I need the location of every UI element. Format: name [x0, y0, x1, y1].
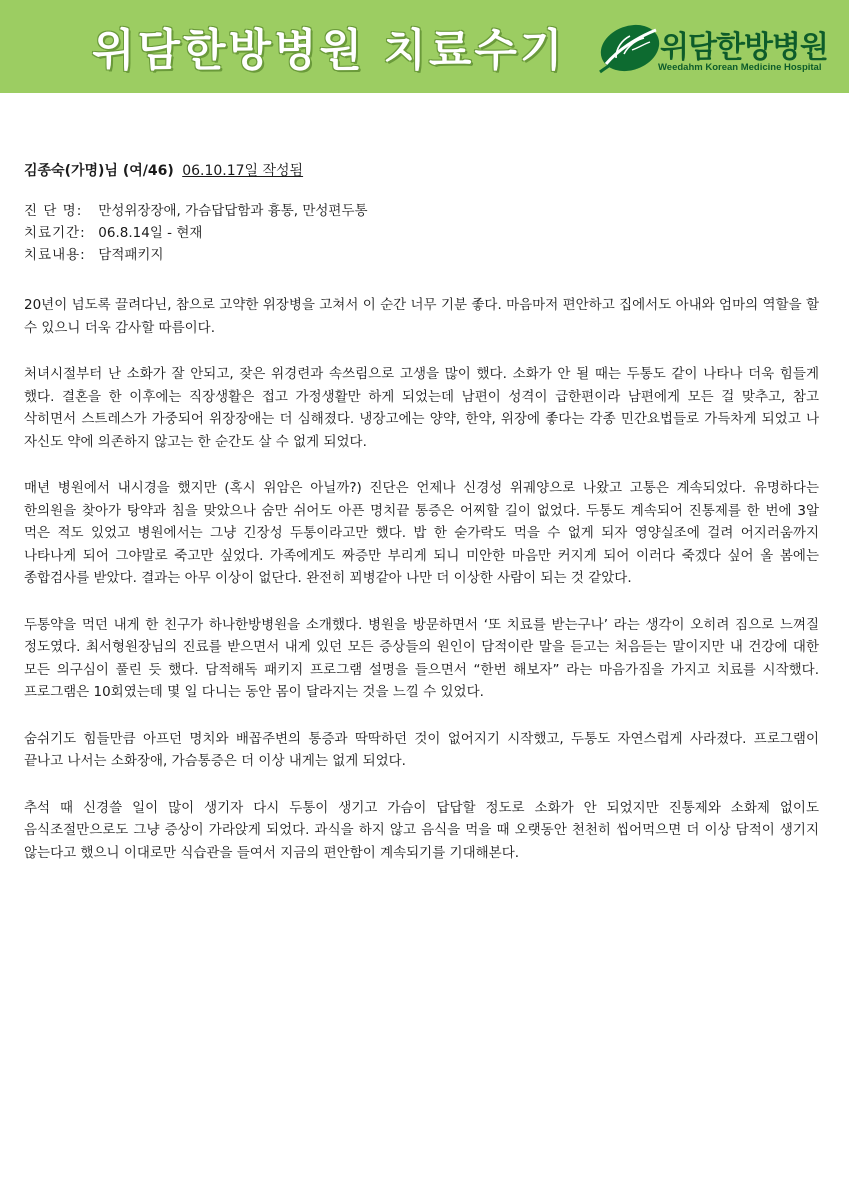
logo-subtitle: Weedahm Korean Medicine Hospital — [658, 62, 822, 73]
leaf-logo-icon — [596, 20, 662, 76]
article — [24, 160, 819, 888]
logo-name: 위담한방병원 — [660, 30, 828, 65]
info-row-period — [24, 222, 819, 244]
info-row-treatment — [24, 244, 819, 266]
info-value: 만성위장장애, 가슴답답함과 흉통, 만성편두통 — [98, 203, 368, 219]
header-banner — [0, 0, 849, 93]
treatment-info — [24, 200, 819, 266]
info-label: 진 단 명: — [24, 203, 83, 219]
info-row-diagnosis — [24, 200, 819, 222]
body-paragraph: 처녀시절부터 난 소화가 잘 안되고, 잦은 위경련과 속쓰림으로 고생을 많이 했다. 소화가 안 될 때는 두통도 같이 나타나 더욱 힘들게 했다. 결혼을 한 이후에는 직장생활은 접고 가정생활만 하게 되었는데 남편이 성격이 급한편이라 남편에게 모든 걸 맞추고, 참고 삭히면서 스트레스가 가중되어 위장장애는 더 심해졌다. 냉장고에는 양약, 한약, 위장에 좋다는 각종 민간요법들로 가득차게 되었고 나 자신도 약에 의존하지 않고는 한 순간도 살 수 없게 되었다. — [24, 366, 819, 450]
body-paragraph: 두통약을 먹던 내게 한 친구가 하나한방병원을 소개했다. 병원을 방문하면서 ‘또 치료를 받는구나’ 라는 생각이 오히려 짐으로 느껴질 정도였다. 최서형원장님의 진료를 받으면서 내게 있던 모든 증상들의 원인이 담적이란 말을 듣고는 처음듣는 말이지만 내 건강에 대한 모든 의구심이 풀린 듯 했다. 담적해독 패키지 프로그램 설명을 들으면서 “한번 해보자” 라는 마음가짐을 가지고 치료를 시작했다. 프로그램은 10회였는데 몇 일 다니는 동안 몸이 달라지는 것을 느낄 수 있었다. — [24, 616, 819, 700]
article-headline — [24, 160, 819, 182]
info-value: 담적패키지 — [98, 247, 164, 263]
body-paragraph: 매년 병원에서 내시경을 했지만 (혹시 위암은 아닐까?) 진단은 언제나 신경성 위궤양으로 나왔고 고통은 계속되었다. 유명하다는 한의원을 찾아가 탕약과 침을 맞았으나 숨만 쉬어도 아픈 명치끝 통증은 어찌할 길이 없었다. 두통도 계속되어 진통제를 한 번에 3알 먹은 적도 있었고 병원에서는 그냥 긴장성 두통이라고만 했다. 밥 한 숟가락도 먹을 수 없게 되자 영양실조에 걸려 어지러움까지 나타나게 되어 그야말로 죽고만 싶었다. 가족에게도 짜증만 부리게 되니 미안한 마음만 커지게 되어 이러다 죽겠다 싶어 올 봄에는 종합검사를 받았다. 결과는 아무 이상이 없단다. 완전히 꾀병같아 나만 더 이상한 사람이 되는 것 같았다. — [24, 480, 819, 586]
info-label: 치료기간: — [24, 225, 86, 241]
body-paragraph: 추석 때 신경쓸 일이 많이 생기자 다시 두통이 생기고 가슴이 답답할 정도로 소화가 안 되었지만 진통제와 소화제 없이도 음식조절만으로도 그냥 증상이 가라앉게 되었다. 과식을 하지 않고 음식을 먹을 때 오랫동안 천천히 씹어먹으면 더 이상 담적이 생기지 않는다고 했으니 이대로만 식습관을 들여서 지금의 편안함이 계속되기를 기대해본다. — [24, 799, 819, 861]
info-label: 치료내용: — [24, 247, 86, 263]
body-paragraph: 숨쉬기도 힘들만큼 아프던 명치와 배꼽주변의 통증과 딱딱하던 것이 없어지기 시작했고, 두통도 자연스럽게 사라졌다. 프로그램이 끝나고 나서는 소화장애, 가슴통증은 더 이상 내게는 없게 되었다. — [24, 730, 819, 769]
author-name: 김종숙(가명)님 (여/46) — [24, 163, 174, 179]
page-title: 위담한방병원 치료수기 — [92, 25, 566, 76]
written-date: 06.10.17일 작성됨 — [182, 163, 304, 179]
hospital-logo — [596, 20, 836, 80]
body-paragraph: 20년이 넘도록 끌려다닌, 참으로 고약한 위장병을 고쳐서 이 순간 너무 기분 좋다. 마음마저 편안하고 집에서도 아내와 엄마의 역할을 할 수 있으니 더욱 감사할 따름이다. — [24, 297, 819, 336]
info-value: 06.8.14일 - 현재 — [98, 225, 203, 241]
